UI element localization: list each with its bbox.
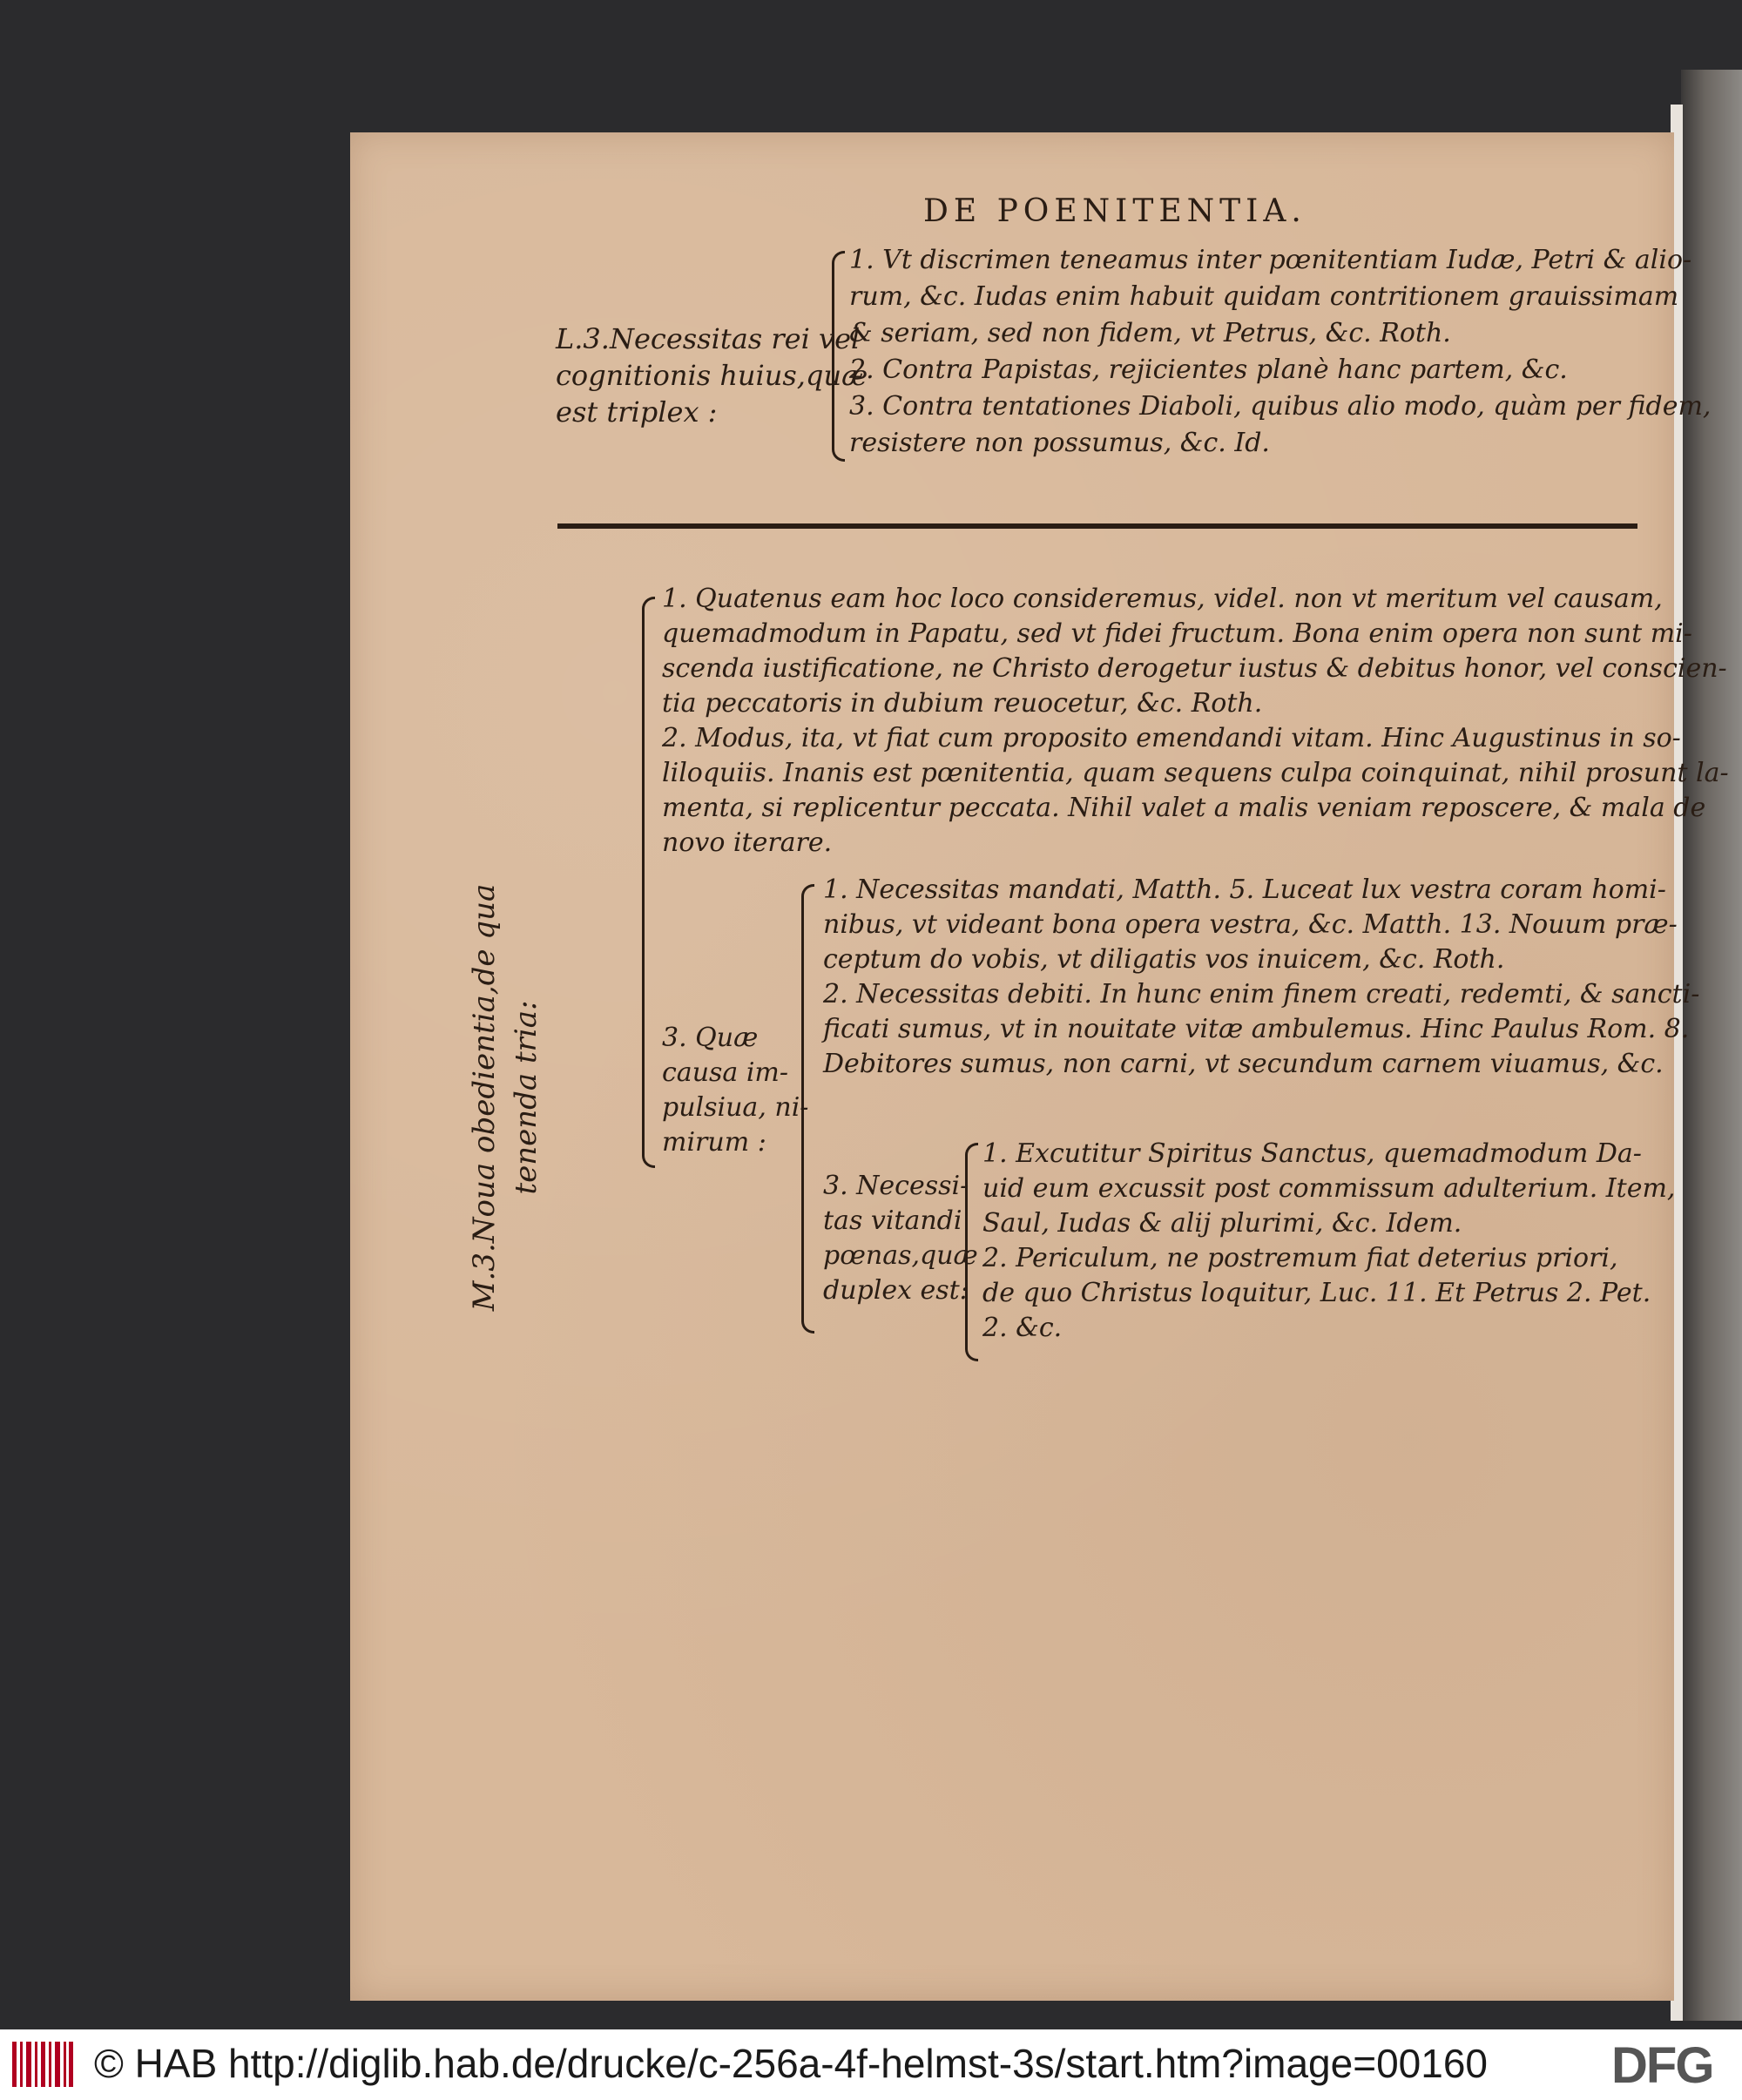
m3-item3-line: 1. Necessitas mandati, Matth. 5. Luceat lux vestra coram homi- xyxy=(823,874,1666,905)
m3-item1-line: 1. Quatenus eam hoc loco consideremus, videl. non vt meritum vel causam, xyxy=(662,584,1663,614)
m3-item33-line: de quo Christus loquitur, Luc. 11. Et Petrus 2. Pet. xyxy=(982,1278,1651,1308)
m3-item1 xyxy=(662,582,1729,861)
m3-item3-line: Debitores sumus, non carni, vt secundum carnem viuamus, &c. xyxy=(823,1049,1664,1079)
m3-label-line: tenenda tria: xyxy=(509,1000,544,1195)
m3-item1-line: liloquiis. Inanis est pœnitentia, quam sequens culpa coinquinat, nihil prosunt la- xyxy=(662,758,1729,788)
m3-item3-label-line: causa im- xyxy=(662,1057,789,1088)
footer-bar xyxy=(0,2029,1742,2100)
m3-item33-line: Saul, Iudas & alij plurimi, &c. Idem. xyxy=(982,1208,1462,1239)
page-header: DE POENITENTIA. xyxy=(923,193,1306,229)
m3-item33-line: uid eum excussit post commissum adulterium. Item, xyxy=(982,1173,1676,1204)
l3-item-line: rum, &c. Iudas enim habuit quidam contritionem grauissimam xyxy=(849,281,1679,312)
l3-label xyxy=(556,321,868,430)
m3-label-line: M.3.Noua obedientia,de qua xyxy=(467,883,502,1312)
m3-item3-line: 2. Necessitas debiti. In hunc enim finem creati, redemti, & sancti- xyxy=(823,979,1700,1009)
m3-item3-label-line: pulsiua, ni- xyxy=(662,1092,809,1123)
m3-item1-line: 2. Modus, ita, vt fiat cum proposito emendandi vitam. Hinc Augustinus in so- xyxy=(662,723,1681,753)
l3-item-line: & seriam, sed non fidem, vt Petrus, &c. Roth. xyxy=(849,318,1451,348)
l3-item-line: 1. Vt discrimen teneamus inter pœnitentiam Iudæ, Petri & alio- xyxy=(849,245,1692,275)
m3-item1-line: novo iterare. xyxy=(662,827,833,858)
m3-vertical-label xyxy=(463,836,547,1359)
m3-item3-line: ceptum do vobis, vt diligatis vos inuicem, &c. Roth. xyxy=(823,944,1505,975)
footer-source-link[interactable]: © HAB http://diglib.hab.de/drucke/c-256a-4f-helmst-3s/start.htm?image=00160 xyxy=(94,2041,1489,2086)
l3-label-line: est triplex : xyxy=(556,395,718,429)
dfg-logo: DFG xyxy=(1611,2037,1713,2094)
l3-item-line: resistere non possumus, &c. Id. xyxy=(849,428,1270,458)
m3-item3-lines xyxy=(823,873,1699,1082)
m3-item3-label-line: 3. Quæ xyxy=(662,1023,759,1053)
m3-item1-line: scenda iustificatione, ne Christo derogetur iustus & debitus honor, vel conscien- xyxy=(662,653,1727,684)
m3-item3-label xyxy=(662,1021,808,1160)
m3-item3-line: ficati sumus, vt in nouitate vitæ ambulemus. Hinc Paulus Rom. 8. xyxy=(823,1014,1690,1044)
l3-item-line: 2. Contra Papistas, rejicientes planè hanc partem, &c. xyxy=(849,355,1568,385)
l3-brace xyxy=(832,251,845,462)
m3-item33-label-line: tas vitandi xyxy=(823,1205,962,1236)
m3-item33-line: 1. Excutitur Spiritus Sanctus, quemadmodum Da- xyxy=(982,1138,1642,1169)
m3-item33-line: 2. Periculum, ne postremum fiat deterius priori, xyxy=(982,1243,1618,1273)
m3-item1-line: tia peccatoris in dubium reuocetur, &c. Roth. xyxy=(662,688,1263,719)
m3-item1-line: quemadmodum in Papatu, sed vt fidei fructum. Bona enim opera non sunt mi- xyxy=(662,618,1692,649)
l3-label-line: cognitionis huius,quæ xyxy=(556,359,868,392)
m3-brace xyxy=(642,597,655,1168)
m3-item33-line: 2. &c. xyxy=(982,1313,1063,1343)
m3-item3-line: nibus, vt videant bona opera vestra, &c. Matth. 13. Nouum præ- xyxy=(823,909,1678,940)
m3-item3-label-line: mirum : xyxy=(662,1127,766,1158)
m3-item33-label-line: pœnas,quæ xyxy=(823,1240,978,1271)
m3-item33-brace xyxy=(965,1143,978,1361)
m3-item33-lines xyxy=(982,1137,1675,1346)
m3-item33-label-line: 3. Necessi- xyxy=(823,1171,969,1201)
m3-item33-label-line: duplex est: xyxy=(823,1275,969,1306)
m3-item33-label xyxy=(823,1169,978,1308)
l3-items xyxy=(849,242,1711,462)
l3-item-line: 3. Contra tentationes Diaboli, quibus alio modo, quàm per fidem, xyxy=(849,391,1712,422)
m3-item1-line: menta, si replicentur peccata. Nihil valet a malis veniam reposcere, & mala de xyxy=(662,793,1706,823)
barcode-icon xyxy=(12,2042,73,2087)
m3-item3-brace xyxy=(801,884,814,1334)
section-divider xyxy=(557,523,1637,529)
l3-label-line: L.3.Necessitas rei vel xyxy=(556,322,861,355)
